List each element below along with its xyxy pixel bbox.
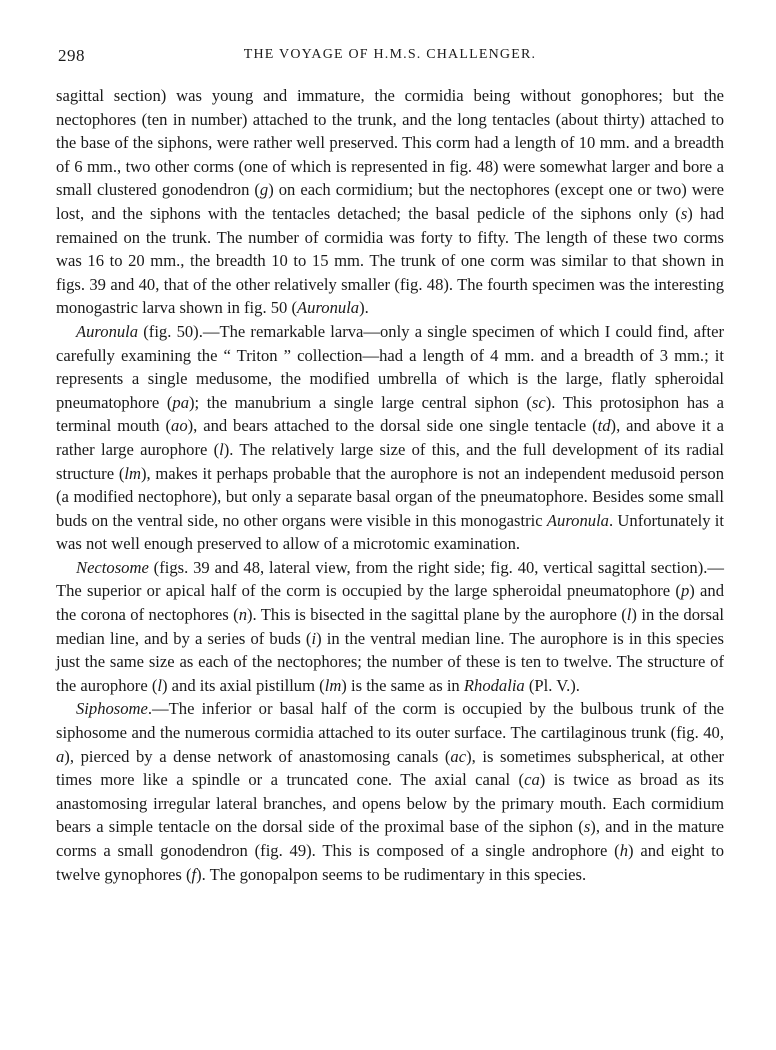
text-run: ). This protosiphon has a terminal mouth ( bbox=[56, 392, 724, 436]
italic-term: sc bbox=[531, 392, 546, 412]
paragraph bbox=[56, 320, 724, 556]
page-number: 298 bbox=[58, 46, 85, 65]
page-header bbox=[56, 46, 724, 70]
text-run: ), pierced by a dense network of anastomosing canals ( bbox=[64, 746, 451, 766]
text-run: ), and in the mature corms a small gonodendron (fig. 49). This is composed of a single androphore ( bbox=[56, 817, 725, 860]
italic-term: lm bbox=[324, 675, 342, 695]
italic-term: f bbox=[191, 864, 197, 884]
italic-term: p bbox=[680, 581, 690, 601]
italic-term: td bbox=[597, 416, 611, 436]
italic-term: h bbox=[619, 841, 629, 860]
text-run: ) in the dorsal median line, and by a series of buds ( bbox=[56, 605, 724, 648]
text-run: ), is sometimes subspherical, at other times more like a spindle or a truncated cone. The axial canal ( bbox=[56, 746, 724, 790]
italic-term: n bbox=[238, 605, 247, 625]
running-head: THE VOYAGE OF H.M.S. CHALLENGER. bbox=[243, 47, 537, 62]
italic-term: s bbox=[583, 817, 591, 837]
italic-term: Auronula bbox=[546, 510, 609, 530]
text-run: ), makes it perhaps probable that the aurophore is not an independent medusoid person (a modified nectophore), but only a separate basal organ of the pneumatophore. Besides some small buds on the ventral side, no other organs were visible in this monogastric bbox=[56, 463, 724, 530]
text-run: ) and eight to twelve gynophores ( bbox=[56, 841, 724, 884]
body-text bbox=[56, 84, 724, 886]
text-run: ). The relatively large size of this, and the full development of its radial structure ( bbox=[56, 439, 724, 483]
italic-term: ao bbox=[171, 416, 188, 436]
italic-term: l bbox=[157, 675, 162, 695]
italic-term: s bbox=[680, 203, 688, 223]
italic-term: Auronula bbox=[297, 298, 360, 318]
text-run: ) on each cormidium; but the nectophores (except one or two) were lost, and the siphons with the tentacles detached; the basal pedicle of the siphons only ( bbox=[56, 180, 724, 223]
text-run: (Pl. V.). bbox=[524, 675, 580, 695]
italic-term: Nectosome bbox=[76, 557, 149, 577]
italic-term: l bbox=[626, 605, 632, 625]
italic-term: Siphosome bbox=[76, 699, 148, 719]
text-run: . Unfortunately it was not well enough preserved to allow of a microtomic examination. bbox=[56, 510, 725, 554]
text-run: (fig. 50).—The remarkable larva—only a single specimen of which I could find, after carefully examining the “ Triton ” collection—had a length of 4 mm. and a breadth of 3 mm.; it represents a single medusome, the modified umbrella of which is the large, flatly spheroidal pneumatophore ( bbox=[56, 321, 724, 412]
text-run: ) had remained on the trunk. The number of cormidia was forty to fifty. The length of these two corms was 16 to 20 mm., the breadth 10 to 15 mm. The trunk of one corm was similar to that shown in figs. 39 and 40, that of the other relatively smaller (fig. 48). The fourth specimen was the interesting monogastric larva shown in fig. 50 ( bbox=[56, 203, 724, 318]
text-run: ). bbox=[359, 298, 369, 318]
text-run: ) is the same as in bbox=[341, 675, 464, 695]
italic-term: i bbox=[311, 628, 317, 648]
text-run: ) is twice as broad as its anastomosing irregular lateral branches, and opens below by the primary mouth. Each cormidium bears a simple tentacle on the dorsal side of the proximal base of the siphon ( bbox=[56, 770, 724, 837]
italic-term: l bbox=[219, 439, 224, 459]
text-run: ). This is bisected in the sagittal plane by the aurophore ( bbox=[246, 605, 627, 625]
text-run: ) in the ventral median line. The aurophore is in this species just the same size as each of the nectophores; the number of these is ten to twelve. The structure of the aurophore ( bbox=[56, 628, 724, 695]
text-run: ) and its axial pistillum ( bbox=[162, 675, 325, 695]
paragraph bbox=[56, 84, 724, 320]
italic-term: ac bbox=[450, 746, 467, 766]
text-run: ) and the corona of nectophores ( bbox=[56, 581, 724, 625]
italic-term: pa bbox=[172, 392, 189, 412]
text-run: ). The gonopalpon seems to be rudimentary in this species. bbox=[196, 864, 587, 884]
text-run: ), and bears attached to the dorsal side one single tentacle ( bbox=[187, 416, 598, 436]
text-run: ); the manubrium a single large central siphon ( bbox=[189, 392, 532, 412]
text-run: (figs. 39 and 48, lateral view, from the right side; fig. 40, vertical sagittal section).—The superior or apical half of the corm is occupied by the large spheroidal pneumatophore ( bbox=[56, 557, 724, 601]
text-run: sagittal section) was young and immature, the cormidia being without gonophores; but the nectophores (ten in number) attached to the trunk, and the long tentacles (about thirty) attached to the base of the siphons, were rather well preserved. This corm had a length of 10 mm. and a breadth of 6 mm., two other corms (one of which is represented in fig. 48) were somewhat larger and bore a small clustered gonodendron ( bbox=[56, 86, 724, 200]
italic-term: Auronula bbox=[76, 321, 139, 341]
italic-term: Rhodalia bbox=[463, 675, 525, 695]
italic-term: g bbox=[259, 180, 269, 200]
paragraph bbox=[56, 556, 724, 698]
italic-term: ca bbox=[524, 770, 540, 790]
text-run: ), and above it a rather large aurophore ( bbox=[56, 416, 724, 459]
text-run: .—The inferior or basal half of the corm is occupied by the bulbous trunk of the siphosome and the numerous cormidia attached to its outer surface. The cartilaginous trunk (fig. 40, bbox=[56, 699, 724, 743]
paragraph bbox=[56, 697, 724, 886]
italic-term: a bbox=[56, 746, 65, 766]
italic-term: lm bbox=[124, 463, 141, 483]
